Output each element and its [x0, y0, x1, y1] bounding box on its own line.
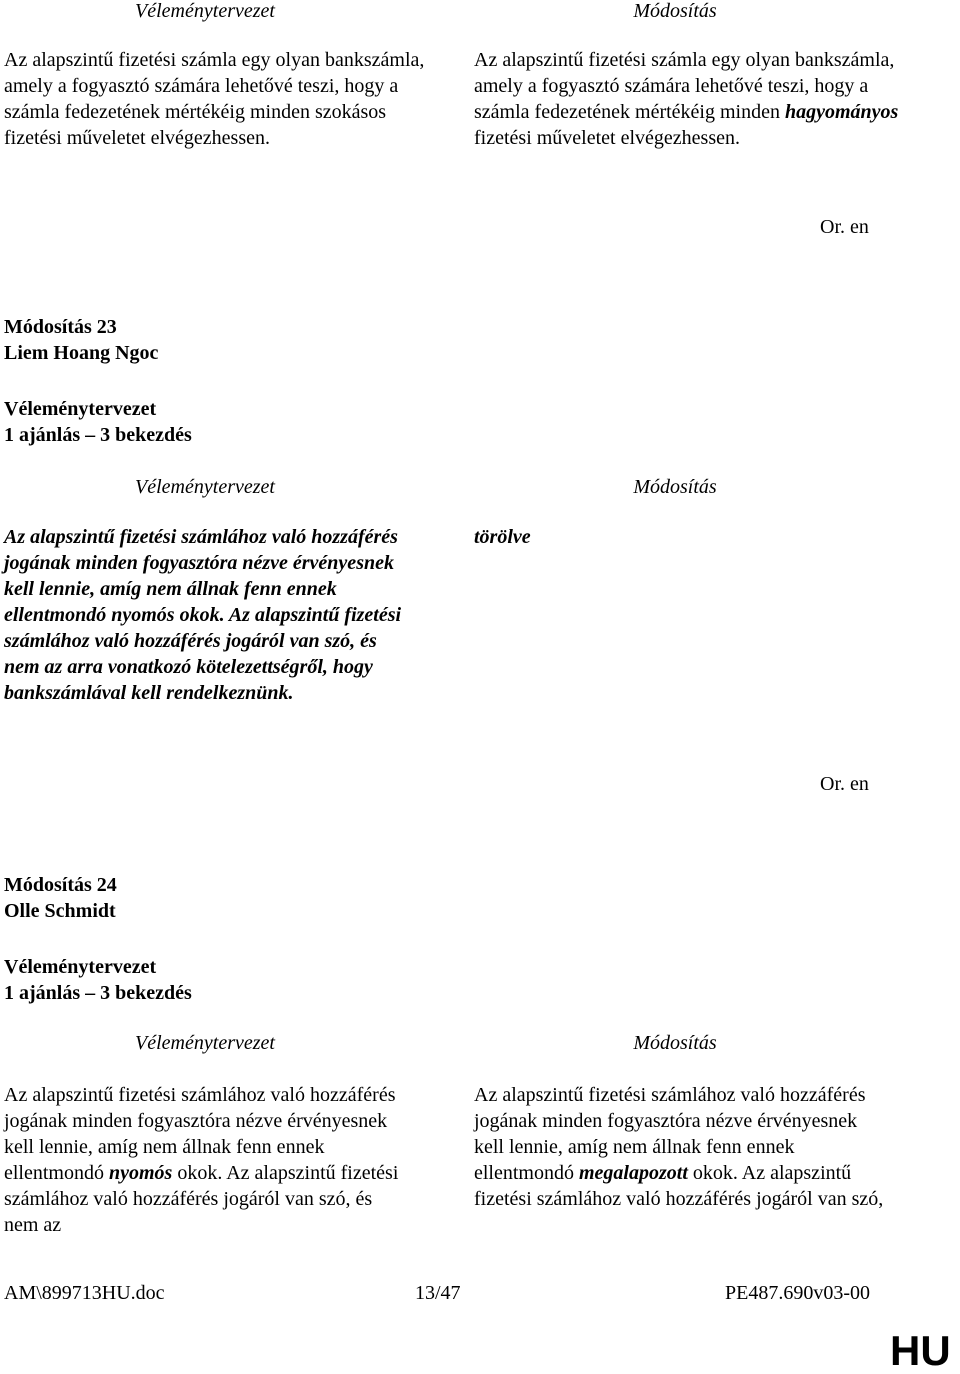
left-column-header: Véleménytervezet: [135, 476, 275, 498]
original-language-label: Or. en: [820, 216, 869, 238]
right-column-header: Módosítás: [633, 0, 717, 22]
reference-label: 1 ajánlás – 3 bekezdés: [4, 982, 192, 1004]
emphasized-word: nyomós: [108, 1162, 173, 1184]
language-code: HU: [890, 1327, 951, 1374]
inserted-text: megalapozott: [578, 1162, 688, 1184]
left-column-header: Véleménytervezet: [135, 0, 275, 22]
amendment-text: Az alapszintű fizetési számla egy olyan bankszámla, amely a fogyasztó számára lehetővé teszi, hogy a számla fedezetének mértékéig minden hagyományos fizetési műveletet elvégezhessen.: [474, 49, 899, 149]
original-language-label: Or. en: [820, 773, 869, 795]
reference-label: 1 ajánlás – 3 bekezdés: [4, 424, 192, 446]
footer-page-number: 13/47: [415, 1282, 461, 1304]
document-label: Véleménytervezet: [4, 398, 157, 420]
footer-pe-ref: PE487.690v03-00: [725, 1282, 870, 1304]
left-column-header: Véleménytervezet: [135, 1032, 275, 1054]
amendment-author: Liem Hoang Ngoc: [4, 342, 159, 364]
document-label: Véleménytervezet: [4, 956, 157, 978]
right-column-header: Módosítás: [633, 1032, 717, 1054]
draft-opinion-text: Az alapszintű fizetési számlához való hozzáférés jogának minden fogyasztóra nézve érvényesnek kell lennie, amíg nem állnak fenn ennek ellentmondó nyomós okok. Az alapszintű fizetési számlához való hozzáférés jogáról van szó, és nem az: [4, 1084, 399, 1236]
amendment-24-block: [4, 872, 117, 924]
deleted-marker: törölve: [474, 526, 531, 548]
amendment-23-block: [4, 314, 158, 366]
amendment-23-reference-block: [4, 396, 192, 448]
amendment-text: Az alapszintű fizetési számlához való hozzáférés jogának minden fogyasztóra nézve érvényesnek kell lennie, amíg nem állnak fenn ennek ellentmondó megalapozott okok. Az alapszintű fizetési számlához való hozzáférés jogáról van szó,: [474, 1084, 884, 1210]
amendment-number: Módosítás 24: [4, 874, 117, 896]
amendment-number: Módosítás 23: [4, 316, 117, 338]
inserted-text: hagyományos: [784, 101, 899, 123]
footer-doc-ref: AM\899713HU.doc: [4, 1282, 165, 1304]
draft-opinion-text: Az alapszintű fizetési számlához való hozzáférés jogának minden fogyasztóra nézve érvényesnek kell lennie, amíg nem állnak fenn ennek ellentmondó nyomós okok. Az alapszintű fizetési számlához való hozzáférés jogáról van szó, és nem az arra vonatkozó kötelezettségről, hogy bankszámlával kell rendelkeznünk.: [4, 526, 402, 704]
amendment-author: Olle Schmidt: [4, 900, 116, 922]
right-column-header: Módosítás: [633, 476, 717, 498]
amendment-24-reference-block: [4, 954, 192, 1006]
draft-opinion-text: Az alapszintű fizetési számla egy olyan bankszámla, amely a fogyasztó számára lehetővé teszi, hogy a számla fedezetének mértékéig minden szokásos fizetési műveletet elvégezhessen.: [4, 49, 425, 149]
